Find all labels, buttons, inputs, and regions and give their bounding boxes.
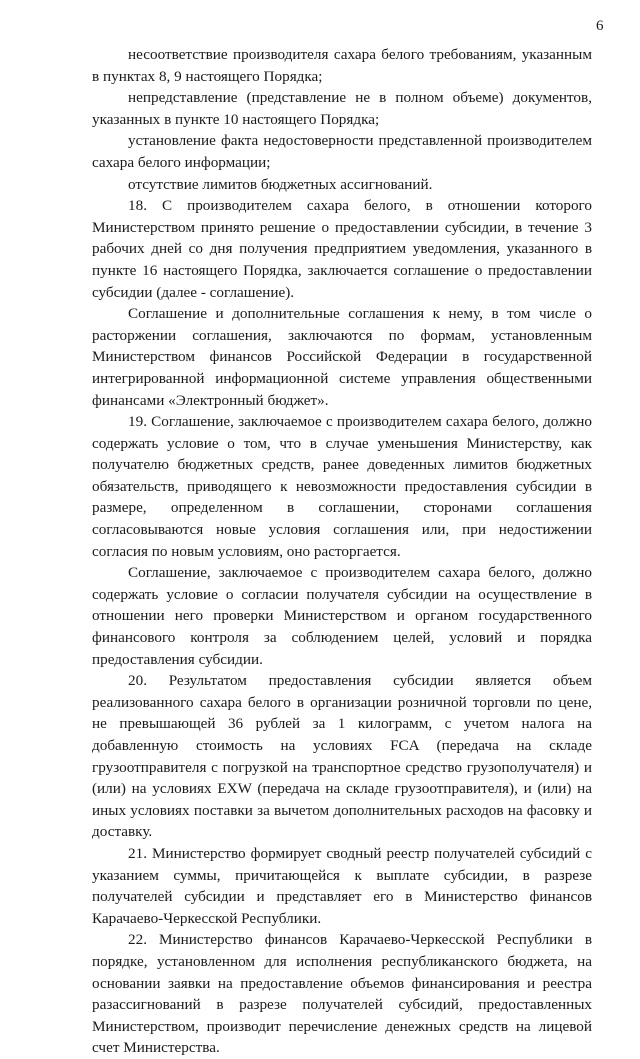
paragraph: отсутствие лимитов бюджетных ассигнований. [128, 175, 433, 193]
paragraph-clause-21: 21. Министерство формирует сводный реестр получателей субсидий с указанием суммы, причитающейся к выплате субсидии, в разрезе получателей субсидии и представляет его в Министерство финансов Карачаево-Черкесской Республики. [92, 844, 592, 927]
paragraph-clause-19: 19. Соглашение, заключаемое с производителем сахара белого, должно содержать условие о том, что в случае уменьшения Министерству, как получателю бюджетных средств, ранее доведенных лимитов бюджетных обязательств, приводящего к невозможности предоставления субсидии в размере, определенном в соглашении, сторонами соглашения согласовываются новые условия соглашения или, при недостижении согласия по новым условиям, оно расторгается. [92, 413, 592, 560]
paragraph: непредставление (представление не в полном объеме) документов, указанных в пункте 10 настоящего Порядка; [92, 89, 592, 128]
paragraph-clause-18: 18. С производителем сахара белого, в отношении которого Министерством принято решение о предоставлении субсидии, в течение 3 рабочих дней со дня получения предприятием уведомления, указанного в пункте 16 настоящего Порядка, заключается соглашение о предоставлении субсидии (далее - соглашение). [92, 197, 592, 301]
paragraph: Соглашение и дополнительные соглашения к нему, в том числе о расторжении соглашения, заключаются по формам, установленным Министерством финансов Российской Федерации в государственной интегрированной информационной системе управления общественными финансами «Электронный бюджет». [92, 305, 592, 409]
paragraph-clause-20: 20. Результатом предоставления субсидии является объем реализованного сахара белого в организации розничной торговли по цене, не превышающей 36 рублей за 1 килограмм, с учетом налога на добавленную стоимость на условиях FCA (передача на складе грузоотправителя с погрузкой на транспортное средство грузополучателя) и (или) на условиях EXW (передача на складе грузоотправителя), и (или) на иных условиях поставки за вычетом дополнительных расходов на фасовку и доставку. [92, 672, 592, 841]
paragraph-clause-22: 22. Министерство финансов Карачаево-Черкесской Республики в порядке, установленном для исполнения республиканского бюджета, на основании заявки на предоставление объемов финансирования и реестра разассигнований в разрезе получателей субсидий, предоставленных Министерством, производит перечисление денежных средств на лицевой счет Министерства. [92, 931, 592, 1057]
paragraph: Соглашение, заключаемое с производителем сахара белого, должно содержать условие о согласии получателя субсидии на осуществление в отношении него проверки Министерством и органом государственного финансового контроля за соблюдением целей, условий и порядка предоставления субсидии. [92, 564, 592, 668]
paragraph: установление факта недостоверности представленной производителем сахара белого информации; [92, 132, 592, 171]
page-number: 6 [596, 18, 604, 34]
document-body [92, 44, 592, 1059]
paragraph: несоответствие производителя сахара белого требованиям, указанным в пунктах 8, 9 настоящего Порядка; [92, 46, 592, 85]
